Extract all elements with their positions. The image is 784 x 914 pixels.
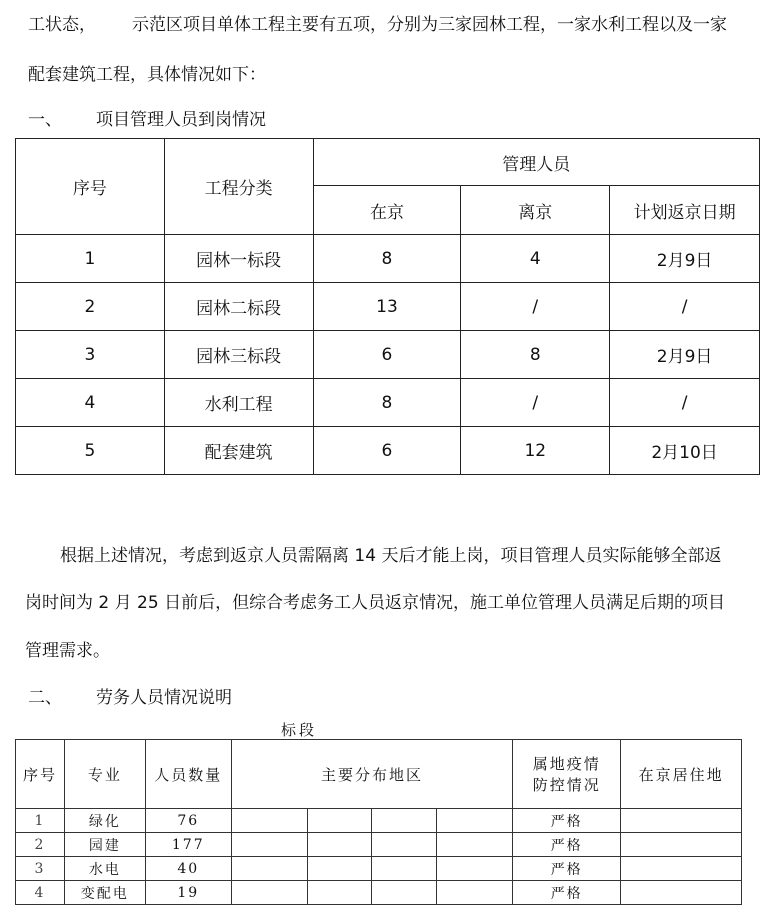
header-cell: 专业 [64, 740, 145, 809]
table-cell [437, 857, 513, 881]
table-cell: 绿化 [64, 809, 145, 833]
header-cell: 属地疫情防控情况 [513, 740, 621, 809]
table-cell: 3 [16, 857, 65, 881]
table-row [16, 235, 760, 283]
header-cell: 主要分布地区 [231, 740, 513, 809]
table-row [16, 881, 742, 905]
table-cell: 园林二标段 [164, 283, 313, 331]
table-cell: 2月10日 [610, 427, 760, 475]
table-row [16, 331, 760, 379]
header-cell: 在京 [313, 186, 461, 235]
table-cell: 1 [16, 809, 65, 833]
paragraph-line: 管理需求。 [25, 641, 110, 661]
header-cell: 管理人员 [313, 139, 759, 186]
table-cell: 严格 [513, 833, 621, 857]
section-heading [28, 105, 266, 130]
table-cell: / [610, 283, 760, 331]
table-cell: 2月9日 [610, 331, 760, 379]
header-cell: 人员数量 [145, 740, 231, 809]
paragraph-line: 根据上述情况，考虑到返京人员需隔离 14 天后才能上岗，项目管理人员实际能够全部返 [60, 546, 722, 566]
table-cell: 严格 [513, 881, 621, 905]
table-cell [621, 857, 742, 881]
table-cell: 8 [313, 379, 461, 427]
table-row [16, 833, 742, 857]
table-cell [437, 833, 513, 857]
table-cell: 6 [313, 427, 461, 475]
table-cell [307, 833, 372, 857]
table-cell: 水利工程 [164, 379, 313, 427]
header-cell: 计划返京日期 [610, 186, 760, 235]
table-cell: / [610, 379, 760, 427]
table-cell: 3 [16, 331, 165, 379]
table-cell [621, 809, 742, 833]
header-cell: 离京 [461, 186, 610, 235]
table-cell: 4 [16, 881, 65, 905]
table-cell: 严格 [513, 857, 621, 881]
table-cell: 13 [313, 283, 461, 331]
table-cell [372, 881, 437, 905]
table-cell: 2月9日 [610, 235, 760, 283]
section-heading [28, 683, 232, 708]
paragraph-text: 工状态， [28, 15, 96, 35]
section-number: 一、 [28, 110, 62, 130]
table-cell [621, 833, 742, 857]
table-cell [231, 809, 307, 833]
table-cell: 配套建筑 [164, 427, 313, 475]
table-cell [621, 881, 742, 905]
table-cell [231, 881, 307, 905]
paragraph-text: 示范区项目单体工程主要有五项，分别为三家园林工程，一家水利工程以及一家 [132, 15, 727, 35]
labor-staff-table [15, 739, 742, 905]
management-staff-table [15, 138, 760, 475]
table-row [16, 283, 760, 331]
table-cell: 2 [16, 283, 165, 331]
table-cell: / [461, 283, 610, 331]
header-cell: 工程分类 [164, 139, 313, 235]
table-cell: 8 [461, 331, 610, 379]
table-cell [372, 833, 437, 857]
table-cell [437, 809, 513, 833]
table-row [16, 379, 760, 427]
table-cell: 4 [16, 379, 165, 427]
header-cell: 序号 [16, 139, 165, 235]
section-number: 二、 [28, 688, 62, 708]
table-cell: / [461, 379, 610, 427]
header-cell: 在京居住地 [621, 740, 742, 809]
table-cell: 1 [16, 235, 165, 283]
table-row [16, 427, 760, 475]
table-cell [372, 809, 437, 833]
table-cell: 40 [145, 857, 231, 881]
table-cell: 园林三标段 [164, 331, 313, 379]
table-cell [231, 833, 307, 857]
table-cell [307, 857, 372, 881]
table-caption: 标段 [281, 721, 318, 739]
table-cell: 园林一标段 [164, 235, 313, 283]
table-cell [372, 857, 437, 881]
table-cell [437, 881, 513, 905]
table-cell: 2 [16, 833, 65, 857]
paragraph-line: 配套建筑工程，具体情况如下： [28, 65, 266, 85]
section-title: 劳务人员情况说明 [96, 688, 232, 708]
table-cell: 严格 [513, 809, 621, 833]
paragraph-line [28, 10, 727, 35]
table-cell: 5 [16, 427, 165, 475]
table-cell: 园建 [64, 833, 145, 857]
table-row [16, 809, 742, 833]
header-cell: 序号 [16, 740, 65, 809]
table-cell: 177 [145, 833, 231, 857]
table-cell: 12 [461, 427, 610, 475]
table-cell [307, 809, 372, 833]
paragraph-line: 岗时间为 2 月 25 日前后，但综合考虑务工人员返京情况，施工单位管理人员满足后期的项目 [25, 593, 726, 613]
table-cell: 4 [461, 235, 610, 283]
table-cell: 76 [145, 809, 231, 833]
table-cell: 水电 [64, 857, 145, 881]
table-cell: 变配电 [64, 881, 145, 905]
table-cell: 6 [313, 331, 461, 379]
table-cell [231, 857, 307, 881]
table-row [16, 857, 742, 881]
table-cell: 19 [145, 881, 231, 905]
table-cell [307, 881, 372, 905]
table-cell: 8 [313, 235, 461, 283]
section-title: 项目管理人员到岗情况 [96, 110, 266, 130]
